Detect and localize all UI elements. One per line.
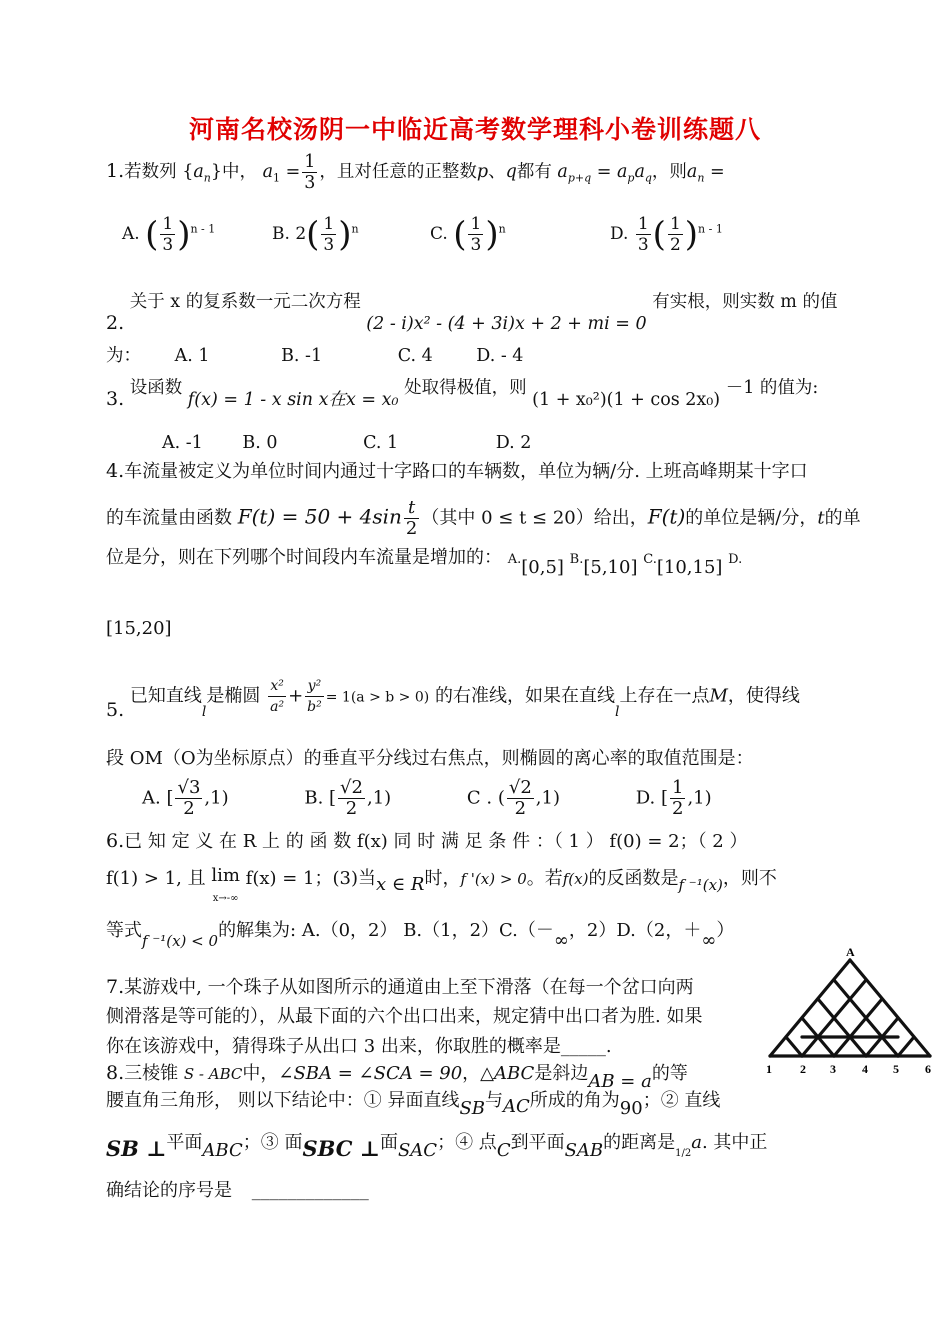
exit-label: 2 xyxy=(800,1062,806,1076)
question-number: 6. xyxy=(106,830,125,852)
option-d: D. xyxy=(728,552,743,567)
option-c: C. 1 xyxy=(363,433,399,453)
option-d: D. - 4 xyxy=(476,346,524,366)
option-d: D. 2 xyxy=(495,433,532,453)
option-a: A. xyxy=(507,552,522,567)
option-a: A. xyxy=(142,787,161,809)
option-d: D. $\frac{1}{3}$ ( $\frac{1}{2}$ )$^{n - 1}$ xyxy=(610,214,723,255)
question-4 xyxy=(106,458,846,485)
question-text: 若数列 xyxy=(124,162,177,182)
question-text: 有实根，则实数 m 的值 xyxy=(652,292,838,312)
question-6-line2: f(1) > 1, 且 lim x→-∞ f(x) = 1；(3)当x ∈ R时，f '(x) > 0。若f(x)的反函数是$_{f ^{-1}(x)}$，则不 xyxy=(106,865,777,904)
question-6: 6.已 知 定 义 在 R 上 的 函 数 f(x) 同 时 满 足 条 件 ：（ 1 ） f(0) = 2；（ 2 ） xyxy=(106,830,748,852)
question-7-line2: 侧滑落是等可能的），从最下面的六个出口出来，规定猜中出口者为胜. 如果 xyxy=(106,1006,703,1027)
option-c: C. 4 xyxy=(397,346,433,366)
question-8-line3: SB ⊥平面ABC；③ 面SBC ⊥面SAC；④ 点C到平面SAB的距离是$_{1/2}$a. 其中正 xyxy=(106,1132,768,1161)
question-text: 设函数 xyxy=(129,378,183,398)
question-number: 5. xyxy=(106,698,125,721)
exit-label: 6 xyxy=(925,1062,931,1076)
option-b: B. -1 xyxy=(281,346,323,366)
exit-label: 5 xyxy=(893,1062,899,1076)
question-number: 7. xyxy=(106,976,125,998)
option-c: C. ( $\frac{1}{3}$ )$^n$ xyxy=(430,214,506,255)
question-number: 1. xyxy=(106,160,125,182)
exit-label: 3 xyxy=(830,1062,836,1076)
option-a: A. 1 xyxy=(174,346,210,366)
question-2-options: 为： A. 1 B. -1 C. 4 D. - 4 xyxy=(106,346,524,366)
option-b: B. xyxy=(304,787,324,809)
question-5-options: A. [ $\frac{√3}{2}$ ,1) B. [ $\frac{√2}{2}$ ,1) C . ( $\frac{√2}{2}$ ,1) D. [ $\frac{1}{2}$ ,1) xyxy=(142,777,712,819)
question-8: 8.三棱锥 S - ABC中，∠SBA = ∠SCA = 90，△ABC是斜边AB = a的等 xyxy=(106,1062,688,1092)
question-1: 1.若数列 $\{a_n\}$中， $a_1$ = $\frac{1}{3}$ ，且对任意的正整数p、q都有 $a_{p+q} = a_pa_q$，则$a_n$ = xyxy=(106,152,725,193)
question-number: 4. xyxy=(106,460,125,482)
answer-blank[interactable]: _____________ xyxy=(251,1180,369,1201)
question-number: 3. xyxy=(106,388,125,410)
question-4-line2: 的车流量由函数 F(t) = 50 + 4sin $\frac{t}{2}$ （其中 0 ≤ t ≤ 20）给出，F(t)的单位是辆/分，t的单 xyxy=(106,497,861,539)
question-7-line3: 你在该游戏中，猜得珠子从出口 3 出来，你取胜的概率是_____. xyxy=(106,1036,612,1057)
question-5: 5. 已知直线$_l$是椭圆 $\frac{\text{x²}}{\text{a²}}$ + $\frac{\text{y²}}{\text{b²}}$ = 1(a > b > 0) 的右准线，如果在直线$_l$上存在一点M，使得线 xyxy=(106,678,800,721)
equation: (2 - i)x² - (4 + 3i)x + 2 + mi = 0 xyxy=(366,314,647,334)
option-b: B. 2( $\frac{1}{3}$ )$^n$ xyxy=(272,214,359,255)
question-6-line3: 等式$_{f ^{-1}(x) < 0}$的解集为: A.（0，2） B.（1，2）C.（－∞，2）D.（2，＋∞） xyxy=(106,920,735,951)
option-d: D. xyxy=(635,787,656,809)
question-text: 关于 x 的复系数一元二次方程 xyxy=(129,292,361,312)
question-4-line3: 位是分，则在下列哪个时间段内车流量是增加的： A.[0,5] B.[5,10] C.[10,15] D. xyxy=(106,547,743,578)
option-a: A. ( $\frac{1}{3}$ )$^{n - 1}$ xyxy=(122,214,216,255)
function-expression: f(x) = 1 - x sin x在x = x₀ xyxy=(187,390,399,410)
option-c: C. xyxy=(643,552,657,567)
question-5-line2: 段 OM（O为坐标原点）的垂直平分线过右焦点，则椭圆的离心率的取值范围是： xyxy=(106,748,754,769)
option-b: B. 0 xyxy=(242,433,278,453)
question-number: 2. xyxy=(106,312,125,334)
question-3 xyxy=(106,374,846,410)
expression: (1 + x₀²)(1 + cos 2x₀) xyxy=(532,390,721,410)
fraction: $\frac{1}{3}$ xyxy=(304,152,316,193)
question-number: 8. xyxy=(106,1062,125,1084)
option-c: C . xyxy=(466,787,493,809)
question-text: 处取得极值，则 xyxy=(404,378,527,398)
option-b: B. xyxy=(569,552,584,567)
question-text: －1 的值为: xyxy=(725,378,819,398)
question-text: 中， xyxy=(222,162,258,182)
page-title: 河南名校汤阴一中临近高考数学理科小卷训练题八 xyxy=(188,115,761,144)
apex-label: A xyxy=(846,945,855,959)
question-7: 7.某游戏中, 一个珠子从如图所示的通道由上至下滑落（在每一个岔口向两 xyxy=(106,976,694,998)
sequence-symbol: $\{a_n\}$ xyxy=(182,162,223,185)
question-text: 车流量被定义为单位时间内通过十字路口的车辆数，单位为辆/分. 上班高峰期某十字口 xyxy=(124,461,808,482)
exit-label: 1 xyxy=(766,1062,772,1076)
question-2 xyxy=(106,288,846,334)
channel-triangle-diagram xyxy=(760,942,940,1078)
question-4-line4: [15,20] xyxy=(106,618,172,639)
question-8-line2: 腰直角三角形， 则以下结论中：① 异面直线SB与AC所成的角为90；② 直线 xyxy=(106,1090,721,1119)
exit-label: 4 xyxy=(862,1062,868,1076)
question-text: ，且对任意的正整数 xyxy=(319,162,477,182)
option-a: A. -1 xyxy=(162,433,203,453)
question-8-line4: 确结论的序号是 _____________ xyxy=(106,1180,369,1201)
question-3-options xyxy=(162,430,902,456)
